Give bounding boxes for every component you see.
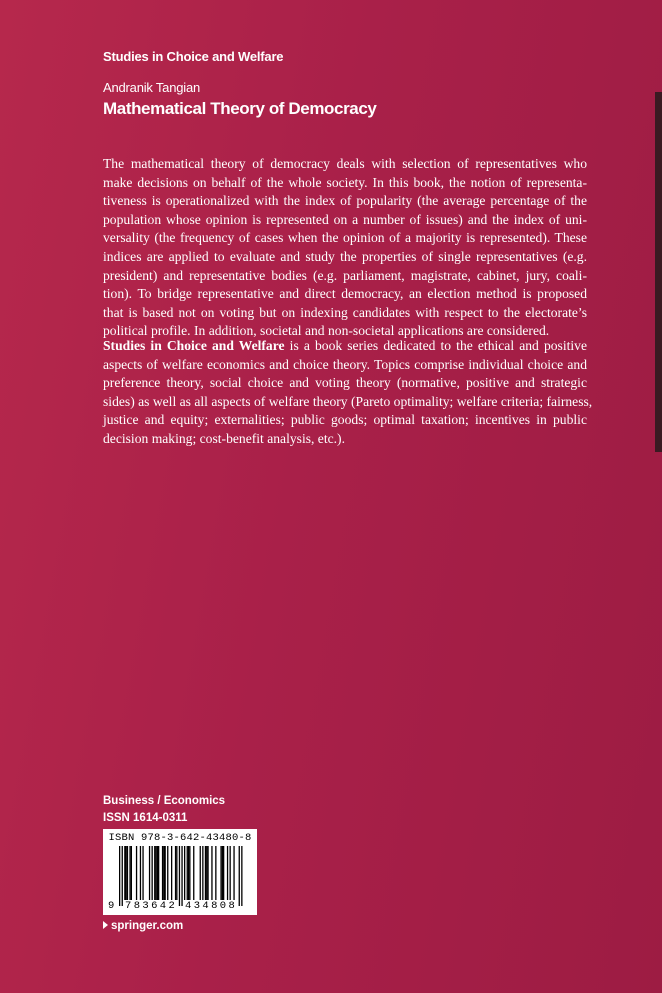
spine-edge [655, 92, 662, 452]
barcode-bar [124, 846, 125, 900]
series-blurb-line: preference theory, social choice and voting theory (normative, positive and strategic [103, 375, 587, 391]
publisher-url: springer.com [111, 920, 184, 932]
description-line: The mathematical theory of democracy deals with selection of representatives who [103, 156, 587, 171]
description-line: president) and representative bodies (e.g. parliament, magistrate, cabinet, jury, coali- [103, 267, 587, 283]
barcode-bar [220, 846, 221, 900]
description-line: tion). To bridge representative and direct democracy, an election method is proposed [103, 286, 587, 302]
barcode-bar [187, 846, 188, 900]
barcode-bar [131, 846, 132, 900]
barcode-bar [188, 846, 189, 900]
author-name: Andranik Tangian [103, 80, 201, 95]
series-name: Studies in Choice and Welfare [103, 49, 284, 64]
series-blurb-text: is a book series dedicated to the ethical and positive [284, 338, 587, 353]
barcode-bar [227, 846, 228, 900]
issn-number: ISSN 1614-0311 [103, 812, 188, 824]
barcode-bar [215, 846, 216, 900]
description-line: indices are applied to evaluate and study the properties of single representatives (e.g. [103, 248, 587, 264]
barcode-bar [176, 846, 177, 900]
arrow-right-icon [103, 921, 108, 929]
barcode-bar [155, 846, 156, 900]
description-line: population whose opinion is represented on a number of issues) and the index of uni- [103, 211, 587, 227]
series-blurb-line: aspects of welfare economics and choice theory. Topics comprise individual choice and [103, 356, 587, 372]
barcode-bar [126, 846, 127, 900]
barcode-bar [241, 846, 242, 906]
barcode-bar [122, 846, 123, 906]
barcode-bar [129, 846, 130, 900]
barcode-bar [200, 846, 201, 900]
publisher-link[interactable] [103, 920, 183, 932]
barcode-bar [206, 846, 207, 900]
description-line: tiveness is operationalized with the index of popularity (the average percentage of the [103, 193, 587, 209]
barcode-bar [154, 846, 155, 900]
barcode-bar [184, 846, 185, 900]
barcode-bar [179, 846, 180, 906]
barcode-bar [175, 846, 176, 900]
barcode-bar [193, 846, 194, 900]
barcode-bar [211, 846, 212, 900]
subject-category: Business / Economics [103, 795, 226, 807]
book-description [103, 155, 587, 341]
barcode-bar [239, 846, 240, 906]
description-line: that is based not on voting but on indexing candidates with respect to the electorate’s [103, 304, 587, 320]
barcode-bar [167, 846, 168, 900]
series-blurb [103, 337, 593, 449]
barcode-bar [136, 846, 137, 900]
barcode-bar [171, 846, 172, 900]
subject-category-block [103, 793, 225, 827]
barcode-bar [205, 846, 206, 900]
barcode-bar [233, 846, 234, 900]
barcode-bar [142, 846, 143, 900]
barcode-bar [230, 846, 231, 900]
barcode [103, 829, 257, 915]
barcode-bar [202, 846, 203, 900]
description-line: versality (the frequency of cases when the opinion of a majority is represented). These [103, 230, 587, 246]
barcode-bar [127, 846, 128, 900]
ean-digits [103, 900, 257, 914]
ean-first-digit: 9 [108, 900, 115, 912]
barcode-bar [181, 846, 182, 906]
barcode-bar [165, 846, 166, 900]
isbn-number: ISBN 978-3-642-43480-8 [108, 832, 252, 844]
series-blurb-lead: Studies in Choice and Welfare [103, 338, 285, 353]
barcode-bar [157, 846, 158, 900]
series-blurb-first-line [103, 337, 587, 356]
barcode-bar [140, 846, 141, 900]
book-title: Mathematical Theory of Democracy [103, 99, 377, 118]
barcode-bar [207, 846, 208, 900]
barcode-bar [162, 846, 163, 900]
description-line: make decisions on behalf of the whole society. In this book, the notion of representa- [103, 174, 587, 190]
barcode-bar [119, 846, 120, 906]
barcode-bar [149, 846, 150, 900]
series-blurb-line: justice and equity; externalities; public goods; optimal taxation; incentives in public [103, 412, 587, 428]
series-blurb-line: sides) as well as all aspects of welfare theory (Pareto optimality; welfare criteria; fairness, [103, 393, 593, 409]
barcode-bar [163, 846, 164, 900]
barcode-bar [152, 846, 153, 900]
barcode-bar [223, 846, 224, 900]
ean-right-group: 434808 [185, 900, 238, 912]
description-line: political profile. In addition, societal and non-societal applications are considered. [103, 323, 550, 339]
ean-left-group: 783642 [125, 900, 178, 912]
series-blurb-line: decision making; cost-benefit analysis, etc.). [103, 430, 345, 446]
barcode-bar [222, 846, 223, 900]
barcode-bar [189, 846, 190, 900]
barcode-bar [158, 846, 159, 900]
